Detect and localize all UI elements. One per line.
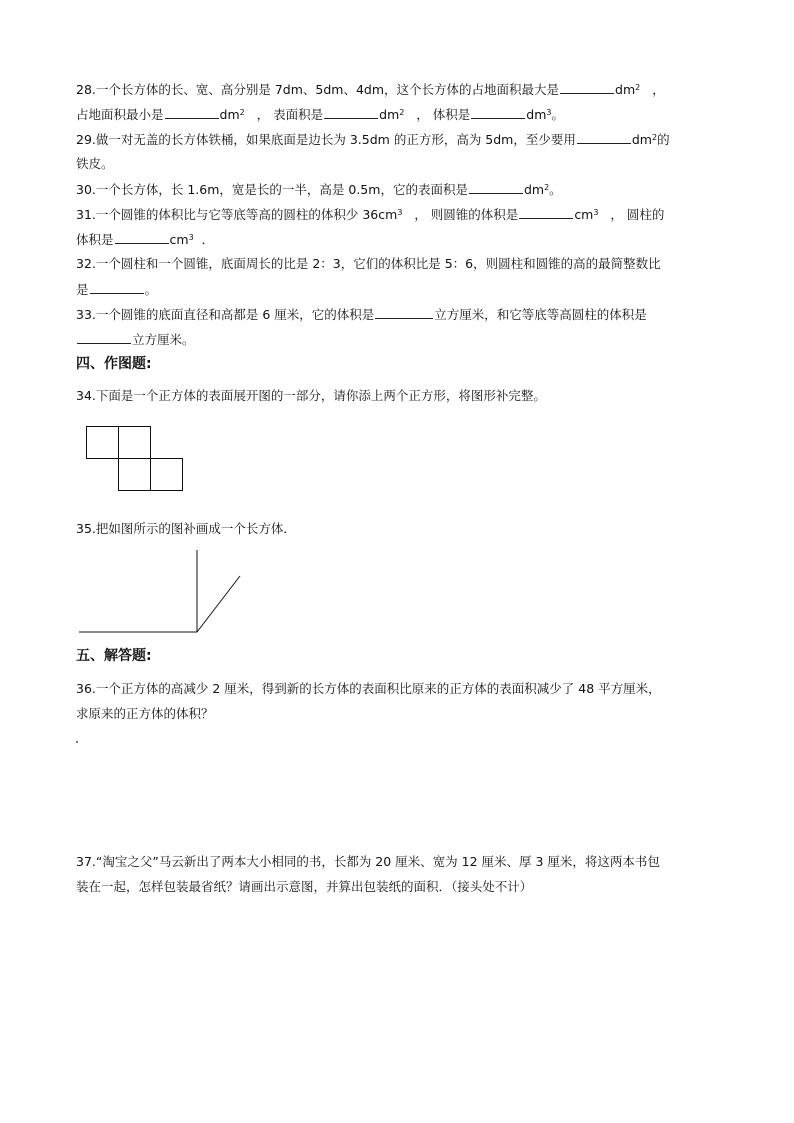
question-35: 35.把如图所示的图补画成一个长方体． xyxy=(76,521,296,536)
question-33-line-2: 立方厘米。 xyxy=(76,331,726,348)
question-36-line-2: 求原来的正方体的体积？ xyxy=(76,706,214,721)
cuboid-edges-figure xyxy=(76,548,246,636)
answer-blank[interactable] xyxy=(115,231,169,244)
section-heading-solving: 五、解答题: xyxy=(76,648,152,664)
question-29-line-2: 铁皮。 xyxy=(76,156,114,171)
question-31-line-1: 31.一个圆锥的体积比与它等底等高的圆柱的体积少 $36cm^3$ ， 则圆锥的体积是 $cm^3$ ， 圆柱的 xyxy=(76,207,665,222)
answer-blank[interactable] xyxy=(471,106,525,119)
net-square xyxy=(119,459,151,491)
question-37-line-2: 装在一起，怎样包装最省纸？请画出示意图，并算出包装纸的面积．（接头处不计） xyxy=(76,879,533,894)
question-32-line-1: 32.一个圆柱和一个圆锥，底面周长的比是 2：3，它们的体积比是 5：6，则圆柱和圆锥的高的最简整数比 xyxy=(76,256,661,271)
question-34: 34.下面是一个正方体的表面展开图的一部分，请你添上两个正方形，将图形补完整。 xyxy=(76,388,546,403)
section-heading-drawing: 四、作图题: xyxy=(76,356,152,372)
cube-net-figure xyxy=(84,424,188,494)
answer-blank[interactable] xyxy=(324,106,378,119)
question-31-line-2: 体积是 $cm^3$ ． xyxy=(76,232,215,247)
answer-blank[interactable] xyxy=(469,181,523,194)
question-29-line-1: 29.做一对无盖的长方体铁桶，如果底面是边长为 3.5dm 的正方形，高为 5dm，至少要用 $dm^2$的 xyxy=(76,132,670,147)
answer-blank[interactable] xyxy=(77,331,131,344)
answer-blank[interactable] xyxy=(375,306,433,319)
stray-dot xyxy=(76,741,78,743)
depth-edge xyxy=(197,576,240,632)
question-30: 30.一个长方体，长 1.6m，宽是长的一半，高是 0.5m，它的表面积是 $dm^2$。 xyxy=(76,182,562,197)
answer-blank[interactable] xyxy=(560,81,614,94)
answer-blank[interactable] xyxy=(577,131,631,144)
answer-blank[interactable] xyxy=(519,206,573,219)
answer-blank[interactable] xyxy=(165,106,219,119)
question-28-line-2: 占地面积最小是 $dm^2$ ， 表面积是 $dm^2$ ， 体积是 $dm^3$。 xyxy=(76,107,564,122)
net-square xyxy=(87,427,119,459)
question-36-line-1: 36.一个正方体的高减少 2 厘米，得到新的长方体的表面积比原来的正方体的表面积减少了 48 平方厘米， xyxy=(76,681,661,696)
question-37-line-1: 37.“淘宝之父”马云新出了两本大小相同的书，长都为 20 厘米、宽为 12 厘米、厚 3 厘米，将这两本书包 xyxy=(76,854,660,869)
question-28-line-1: 28.一个长方体的长、宽、高分别是 7dm、5dm、4dm，这个长方体的占地面积最大是 $dm^2$ ， xyxy=(76,82,665,97)
net-square xyxy=(119,427,151,459)
question-32-line-2: 是 。 xyxy=(76,282,158,297)
question-33-line-1: 33.一个圆锥的底面直径和高都是 6 厘米，它的体积是 立方厘米，和它等底等高圆柱的体积是 xyxy=(76,307,647,322)
answer-blank[interactable] xyxy=(90,281,144,294)
net-square xyxy=(151,459,183,491)
